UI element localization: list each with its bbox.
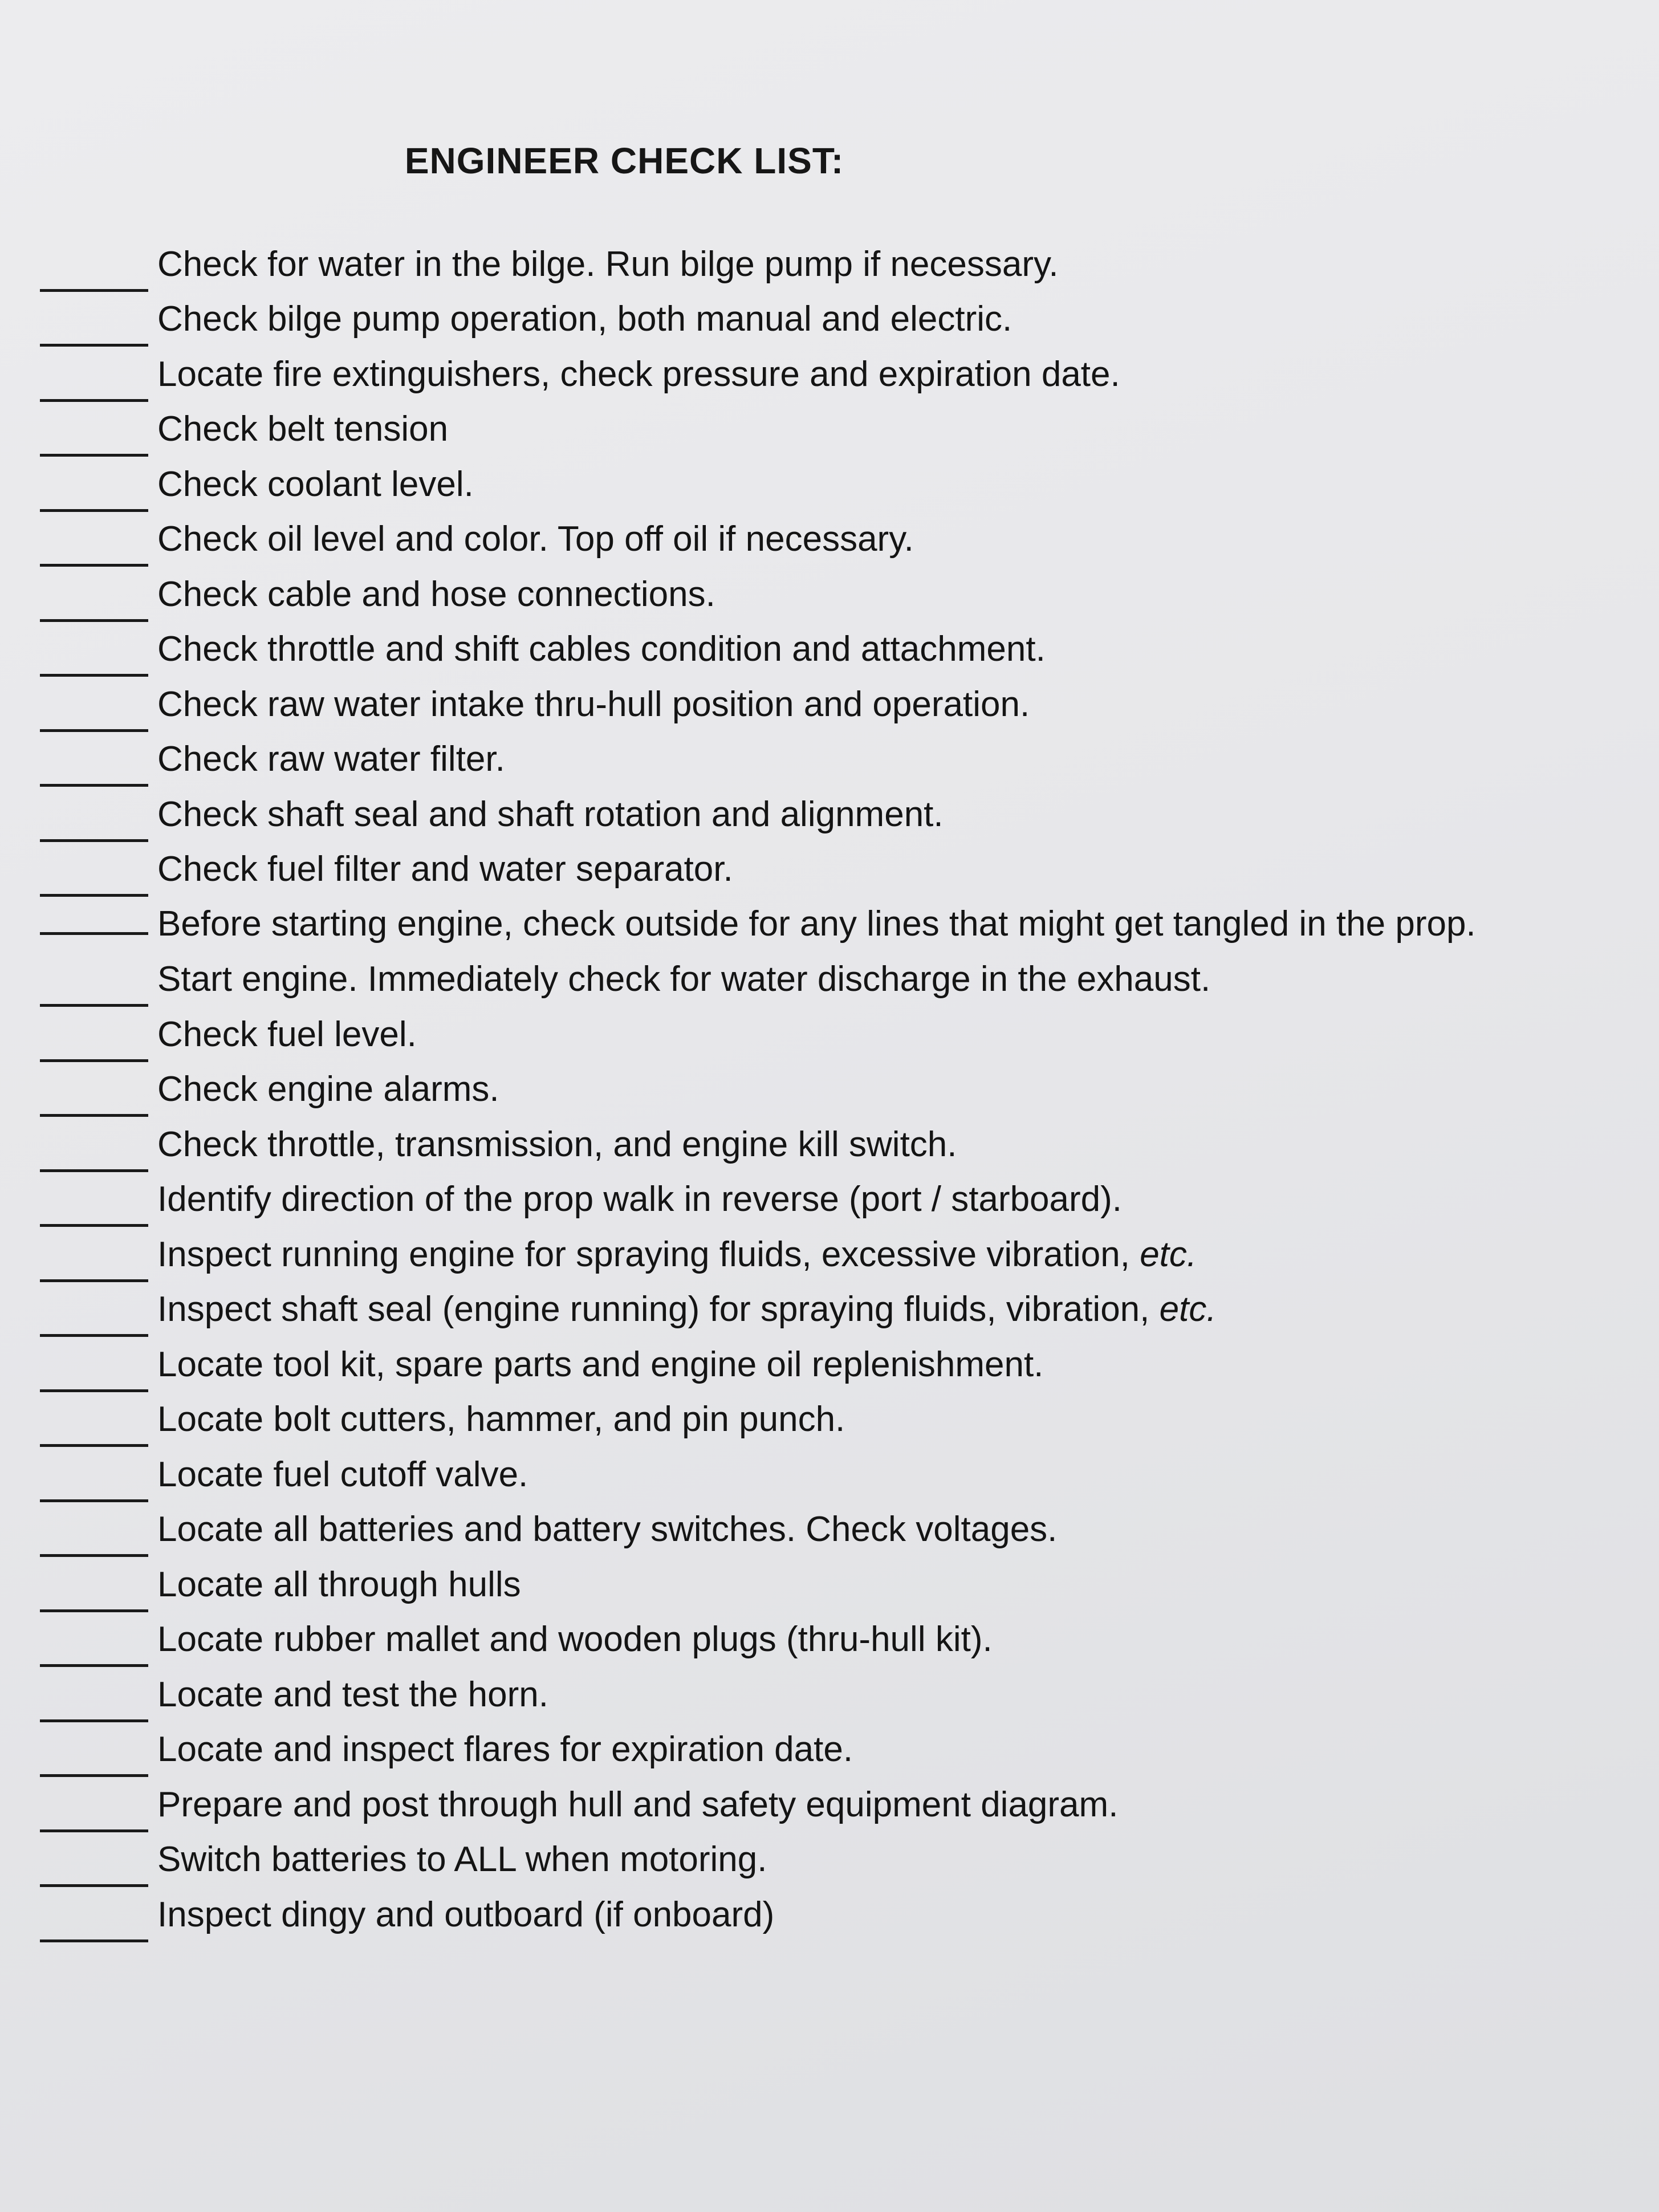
check-blank[interactable]	[40, 694, 148, 732]
checklist-item	[40, 1117, 1591, 1172]
check-blank[interactable]	[40, 639, 148, 677]
checklist-item	[40, 952, 1591, 1007]
checklist-item	[40, 1062, 1591, 1117]
checklist-item	[40, 1612, 1591, 1668]
checklist-item	[40, 1887, 1591, 1942]
item-text: Switch batteries to ALL when motoring.	[157, 1840, 767, 1879]
check-blank[interactable]	[40, 749, 148, 787]
check-blank[interactable]	[40, 897, 148, 935]
item-text: Check throttle and shift cables condition and attachment.	[157, 629, 1046, 669]
check-blank[interactable]	[40, 308, 148, 347]
checklist-item	[40, 1722, 1591, 1778]
item-text: Check shaft seal and shaft rotation and alignment.	[157, 794, 944, 834]
item-text: Identify direction of the prop walk in reverse (port / starboard).	[157, 1180, 1123, 1219]
checklist-item	[40, 842, 1591, 897]
item-text: Start engine. Immediately check for water discharge in the exhaust.	[157, 959, 1211, 999]
check-blank[interactable]	[40, 1299, 148, 1337]
item-text: Prepare and post through hull and safety equipment diagram.	[157, 1784, 1119, 1824]
check-blank[interactable]	[40, 1244, 148, 1282]
check-blank[interactable]	[40, 969, 148, 1007]
item-text-italic: etc.	[1159, 1290, 1217, 1329]
checklist-item	[40, 1502, 1591, 1558]
page-title: ENGINEER CHECK LIST:	[404, 140, 844, 181]
check-blank[interactable]	[40, 1684, 148, 1722]
item-text: Inspect running engine for spraying fluids, excessive vibration,	[157, 1234, 1130, 1274]
item-text: Check cable and hose connections.	[157, 574, 715, 614]
check-blank[interactable]	[40, 364, 148, 402]
check-blank[interactable]	[40, 584, 148, 622]
checklist-item	[40, 787, 1591, 842]
check-blank[interactable]	[40, 474, 148, 512]
check-blank[interactable]	[40, 1354, 148, 1392]
checklist-item	[40, 1447, 1591, 1502]
item-text: Locate fire extinguishers, check pressure and expiration date.	[157, 354, 1120, 394]
checklist-item	[40, 1557, 1591, 1612]
item-text: Check coolant level.	[157, 464, 474, 504]
item-text: Check raw water intake thru-hull position and operation.	[157, 684, 1030, 724]
checklist-item	[40, 292, 1591, 347]
checklist-item	[40, 1007, 1591, 1062]
check-blank[interactable]	[40, 1519, 148, 1557]
check-blank[interactable]	[40, 1409, 148, 1447]
checklist-item	[40, 1227, 1591, 1282]
check-blank[interactable]	[40, 1134, 148, 1172]
item-text-italic: etc.	[1140, 1234, 1197, 1274]
check-blank[interactable]	[40, 1849, 148, 1887]
checklist-item	[40, 1172, 1591, 1227]
check-blank[interactable]	[40, 1629, 148, 1667]
check-blank[interactable]	[40, 1904, 148, 1942]
checklist	[40, 237, 1591, 1942]
checklist-item	[40, 237, 1591, 292]
checklist-item	[40, 897, 1591, 952]
checklist-item	[40, 622, 1591, 677]
checklist-item	[40, 1337, 1591, 1392]
check-blank[interactable]	[40, 1794, 148, 1832]
check-blank[interactable]	[40, 418, 148, 457]
check-blank[interactable]	[40, 1574, 148, 1612]
item-text: Check raw water filter.	[157, 739, 505, 779]
check-blank[interactable]	[40, 1464, 148, 1502]
check-blank[interactable]	[40, 859, 148, 897]
check-blank[interactable]	[40, 804, 148, 842]
check-blank[interactable]	[40, 1024, 148, 1062]
item-text: Locate tool kit, spare parts and engine oil replenishment.	[157, 1344, 1044, 1384]
item-text: Before starting engine, check outside for any lines that might get tangled in the prop.	[157, 904, 1476, 944]
item-text: Inspect shaft seal (engine running) for spraying fluids, vibration,	[157, 1290, 1150, 1329]
checklist-item	[40, 1282, 1591, 1337]
checklist-item	[40, 457, 1591, 512]
item-text: Inspect dingy and outboard (if onboard)	[157, 1894, 775, 1934]
item-text: Locate and test the horn.	[157, 1674, 548, 1714]
check-blank[interactable]	[40, 528, 148, 567]
check-blank[interactable]	[40, 1189, 148, 1227]
checklist-item	[40, 732, 1591, 787]
check-blank[interactable]	[40, 1079, 148, 1117]
item-text: Locate fuel cutoff valve.	[157, 1454, 528, 1494]
item-text: Locate all batteries and battery switches. Check voltages.	[157, 1510, 1058, 1549]
checklist-item	[40, 1392, 1591, 1447]
item-text: Locate bolt cutters, hammer, and pin punch.	[157, 1400, 845, 1439]
item-text: Locate all through hulls	[157, 1564, 521, 1604]
item-text: Locate and inspect flares for expiration date.	[157, 1730, 853, 1769]
checklist-item	[40, 567, 1591, 622]
checklist-item	[40, 677, 1591, 732]
checklist-item	[40, 1667, 1591, 1722]
check-blank[interactable]	[40, 1739, 148, 1777]
checklist-item	[40, 512, 1591, 567]
item-text: Locate rubber mallet and wooden plugs (thru-hull kit).	[157, 1620, 993, 1659]
item-text: Check for water in the bilge. Run bilge pump if necessary.	[157, 244, 1059, 284]
item-text: Check throttle, transmission, and engine kill switch.	[157, 1124, 957, 1164]
checklist-item	[40, 402, 1591, 457]
checklist-item	[40, 1832, 1591, 1888]
item-text: Check fuel filter and water separator.	[157, 849, 733, 889]
item-text: Check engine alarms.	[157, 1070, 499, 1109]
item-text: Check belt tension	[157, 409, 449, 449]
item-text: Check fuel level.	[157, 1014, 417, 1054]
checklist-item	[40, 347, 1591, 402]
check-blank[interactable]	[40, 254, 148, 292]
checklist-item	[40, 1777, 1591, 1832]
item-text: Check bilge pump operation, both manual and electric.	[157, 299, 1013, 339]
item-text: Check oil level and color. Top off oil if necessary.	[157, 519, 914, 559]
